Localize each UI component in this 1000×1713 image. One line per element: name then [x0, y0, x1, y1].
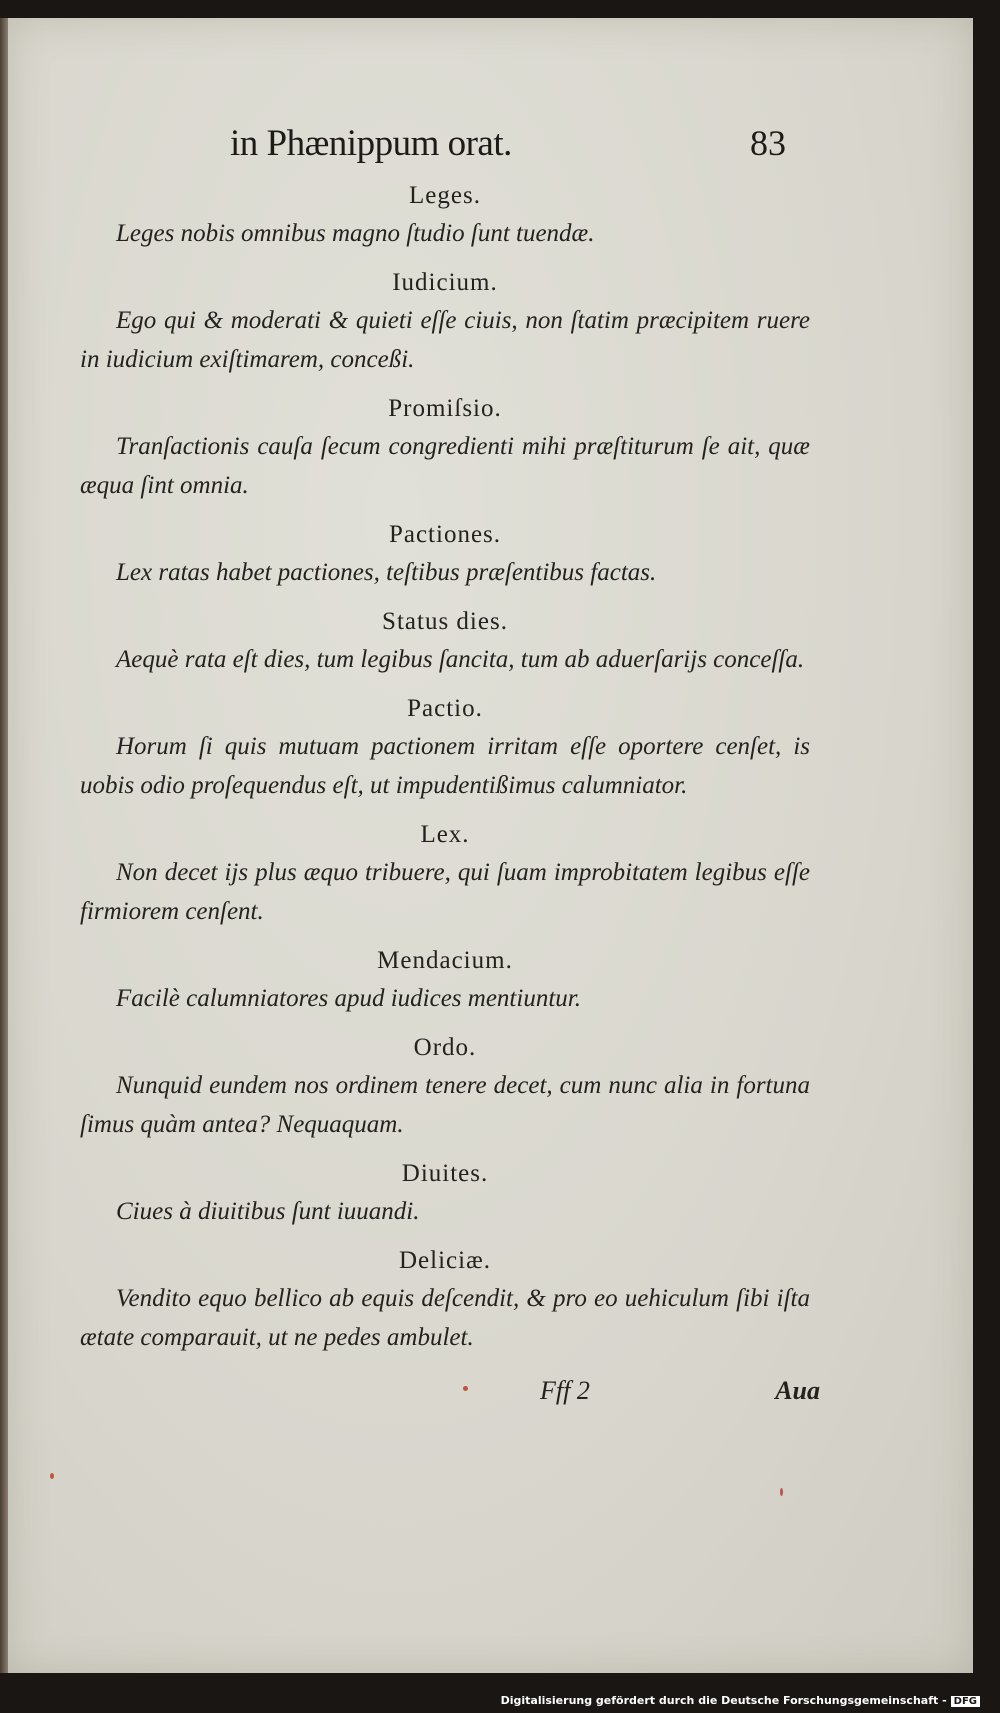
section-heading: Mendacium.: [377, 947, 513, 974]
signature-mark: Fff 2: [540, 1376, 590, 1405]
section: [80, 1243, 810, 1357]
section-text: Ciues à diuitibus ſunt iuuandi.: [116, 1198, 420, 1225]
section-heading: Status dies.: [382, 608, 508, 635]
paper-fleck: [463, 1386, 468, 1391]
section-heading: Ordo.: [413, 1034, 477, 1061]
section-text: Ego qui & moderati & quieti eſſe ciuis, non ſtatim præcipitem ruere in iudicium exiſtimarem, conceßi.: [80, 307, 810, 373]
section-heading: Pactiones.: [388, 521, 502, 548]
running-head: [230, 122, 930, 172]
running-title: in Phænippum orat.: [230, 123, 512, 164]
section: [80, 517, 810, 592]
catchword: Aua: [775, 1376, 820, 1405]
paper-fleck: [50, 1473, 54, 1479]
section-text: Non decet ijs plus æquo tribuere, qui ſuam improbitatem legibus eſſe firmiorem cenſent.: [80, 859, 810, 925]
section: [80, 943, 810, 1018]
dfg-logo: DFG: [951, 1696, 980, 1707]
section: [80, 604, 810, 679]
page-footer: [540, 1376, 820, 1416]
credit-text: Digitalisierung gefördert durch die Deutsche Forschungsgemeinschaft -: [500, 1694, 947, 1707]
section-text: Horum ſi quis mutuam pactionem irritam eſſe oportere cenſet, is uobis odio proſequendus eſt, ut impudentißimus calumniator.: [80, 733, 810, 799]
section-text: Nunquid eundem nos ordinem tenere decet, cum nunc alia in fortuna ſimus quàm antea? Nequaquam.: [80, 1072, 810, 1138]
section-heading: Pactio.: [407, 695, 483, 722]
text-block: [80, 178, 810, 1369]
section: [80, 1156, 810, 1231]
section-text: Facilè calumniatores apud iudices mentiuntur.: [116, 985, 581, 1012]
section-heading: Promiſsio.: [388, 395, 502, 422]
section: [80, 178, 810, 253]
section-text: Tranſactionis cauſa ſecum congredienti mihi præſtiturum ſe ait, quæ æqua ſint omnia.: [80, 433, 810, 499]
section-heading: Iudicium.: [392, 269, 498, 296]
section: [80, 817, 810, 931]
section-text: Leges nobis omnibus magno ſtudio ſunt tuendæ.: [116, 220, 595, 247]
section: [80, 691, 810, 805]
section-text: Lex ratas habet pactiones, teſtibus præſentibus factas.: [116, 559, 657, 586]
digitization-credit: [501, 1694, 980, 1707]
section-heading: Deliciæ.: [398, 1247, 491, 1274]
section-text: Aequè rata eſt dies, tum legibus ſancita, tum ab aduerſarijs conceſſa.: [116, 646, 805, 673]
section-heading: Diuites.: [401, 1160, 489, 1187]
section: [80, 1030, 810, 1144]
section-text: Vendito equo bellico ab equis deſcendit, & pro eo uehiculum ſibi iſta ætate comparauit, ut ne pedes ambulet.: [80, 1285, 810, 1351]
page-number: 83: [750, 123, 786, 163]
section-heading: Leges.: [409, 182, 481, 209]
section-heading: Lex.: [420, 821, 470, 848]
section: [80, 391, 810, 505]
paper-fleck: [780, 1488, 783, 1496]
section: [80, 265, 810, 379]
